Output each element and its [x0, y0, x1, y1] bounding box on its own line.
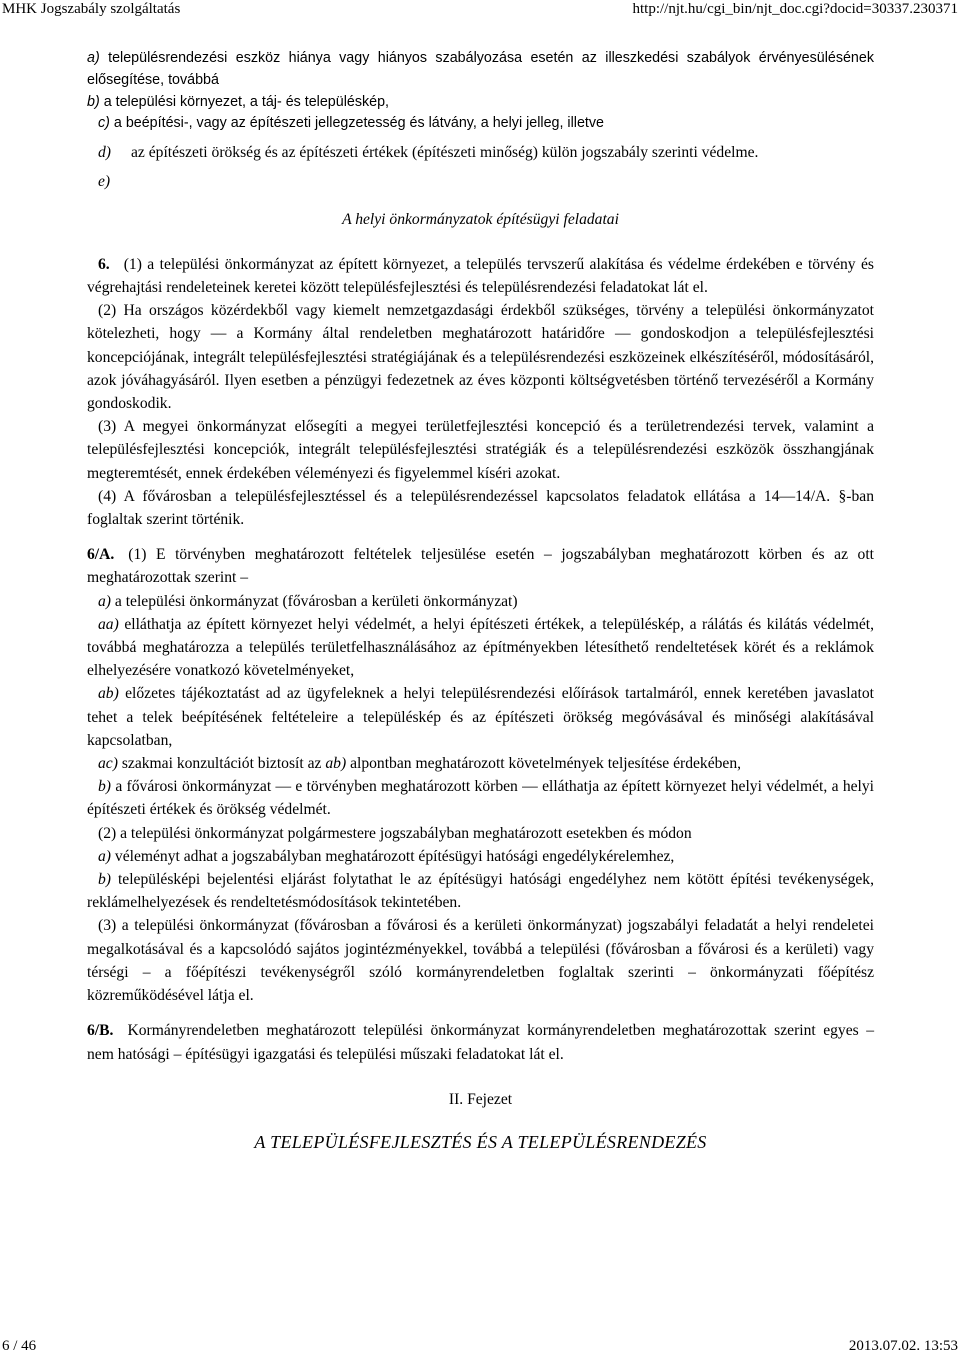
- sec6a-item-a-text: a települési önkormányzat (fővárosban a kerületi önkormányzat): [114, 592, 518, 610]
- sec6-para-1: [87, 253, 874, 299]
- list-item-d: [87, 141, 874, 164]
- section-heading: A helyi önkormányzatok építésügyi feladatai: [342, 210, 619, 228]
- list-item-c: [87, 113, 874, 135]
- chapter-heading: II. Fejezet: [448, 1090, 513, 1108]
- sec6b-number: 6/B.: [87, 1022, 114, 1040]
- sec6b-text: Kormányrendeletben meghatározott települési önkormányzat kormányrendeletben meghatározottak szerint egyes – nem hatósági – építésügyi igazgatási és települési műszaki feladatokat lát el.: [87, 1022, 874, 1063]
- sec6a-item-a-label: a): [98, 592, 111, 610]
- document-body: [87, 48, 874, 1154]
- list-label-d: d): [98, 144, 111, 162]
- list-label-e: e): [98, 173, 111, 191]
- sec6a-item-ac: [87, 752, 874, 775]
- sec6a-para-2: (2) a települési önkormányzat polgármestere jogszabályban meghatározott esetekben és módon: [98, 824, 692, 842]
- sec6a-para-2-item-b: [87, 868, 874, 914]
- sec6a-item-b-label: b): [98, 778, 111, 796]
- sec6a-para-2-item-a-label: a): [98, 847, 111, 865]
- sec6a-para-2-item-a: [87, 845, 874, 868]
- sec6a-para-2-item-b-text: településképi bejelentési eljárást folytathat le az építésügyi hatósági engedélyhez nem kötött építési tevékenységek, reklámelhelyezések és rendeltetésmódosítások tekintetében.: [87, 871, 874, 912]
- sec6a-item-ac-text-2: alpontban meghatározott követelmények teljesítése érdekében,: [350, 755, 742, 773]
- sec6a-item-ab: [87, 682, 874, 752]
- header-source: MHK Jogszabály szolgáltatás: [2, 1, 181, 17]
- sec6a-para-2-item-a-text: véleményt adhat a jogszabályban meghatározott építésügyi hatósági engedélykérelemhez,: [114, 847, 675, 865]
- list-text-c: a beépítési-, vagy az építészeti jellegzetesség és látvány, a helyi jelleg, illetve: [113, 115, 604, 132]
- sec6a-para-2-item-b-label: b): [98, 871, 111, 889]
- list-text-a: településrendezési eszköz hiánya vagy hiányos szabályozása esetén az illeszkedési szabályok érvényesülésének elősegítése, továbbá: [87, 50, 874, 88]
- sec6a-number: 6/A.: [87, 546, 115, 564]
- sec6a-item-ab-label: ab): [98, 685, 119, 703]
- header-url[interactable]: http://njt.hu/cgi_bin/njt_doc.cgi?docid=30337.230371: [632, 1, 958, 17]
- part-title: A TELEPÜLÉSFEJLESZTÉS ÉS A TELEPÜLÉSRENDEZÉS: [254, 1131, 707, 1152]
- list-text-b: a települési környezet, a táj- és településkép,: [103, 93, 390, 110]
- sec6a-item-ac-label: ac): [98, 755, 118, 773]
- sec6-para-4: (4) A fővárosban a településfejlesztéssel és a településrendezéssel kapcsolatos feladatok ellátása a 14—14/A. §-ban foglaltak szerint történik.: [87, 487, 874, 529]
- sec6a-para-1-text: (1) E törvényben meghatározott feltételek teljesülése esetén – jogszabályban meghatározott körben és az ott meghatározottak szerint –: [87, 546, 874, 587]
- sec6a-item-b: [87, 775, 874, 821]
- sec6a-item-aa-label: aa): [98, 615, 119, 633]
- footer-page-number: 6 / 46: [2, 1338, 37, 1354]
- list-label-a: a): [87, 50, 100, 66]
- sec6a-para-1: [87, 543, 874, 589]
- sec6a-item-b-text: a fővárosi önkormányzat — e törvényben meghatározott körben — elláthatja az épített környezet helyi védelmét, a helyi építészeti értékek és örökség védelmét.: [87, 778, 874, 819]
- sec6-para-2: (2) Ha országos közérdekből vagy kiemelt nemzetgazdasági érdekből szükséges, törvény a települési önkormányzatot kötelezheti, hogy — a Kormány által rendeletben meghatározott határidőre — gondoskodjon a településfejlesztési koncepciójának, integrált településfejlesztési stratégiájának és a településrendezési eszközeinek elkészítéséről, módosításáról, azok jóváhagyásáról. Ilyen esetben a pénzügyi fedezetnek az éves központi költségvetésben történő tervezéséről a Kormány gondoskodik.: [87, 302, 874, 413]
- sec6a-item-a: [87, 590, 874, 613]
- list-item-e: [87, 170, 874, 193]
- sec6-para-3: (3) A megyei önkormányzat elősegíti a megyei területfejlesztési koncepció és a területrendezési tervek, valamint a településfejlesztési koncepciók, integrált településfejlesztési stratégiák és a településrendezési eszközök összhangjának megteremtését, ennek érdekében véleményezi és figyelemmel kíséri azokat.: [87, 418, 874, 482]
- sec6a-item-ab-text: előzetes tájékoztatást ad az ügyfeleknek a helyi településrendezési előírások tartalmáról, ennek keretében javaslatot tehet a telek beépítésének feltételeire a településkép és az építészeti örökség megóvásával és minőségi alakításával kapcsolatban,: [87, 685, 874, 749]
- sec6b-para: [87, 1019, 874, 1065]
- sec6a-item-ac-text-1: szakmai konzultációt biztosít az: [121, 755, 322, 773]
- sec6a-item-aa-text: elláthatja az épített környezet helyi védelmét, a helyi építészeti értékek, a településkép, a rálátás és kilátás védelmét, továbbá meghatározza a település területfelhasználásához az építményekben létesíthető rendeltetések körét és a reklámok elhelyezésére vonatkozó követelményeket,: [87, 615, 874, 680]
- sec6a-item-aa: [87, 613, 874, 683]
- list-item-b: [87, 92, 874, 114]
- list-label-c: c): [98, 115, 110, 132]
- sec6a-item-ac-ref: ab): [325, 755, 347, 773]
- sec6-number: 6.: [98, 255, 110, 273]
- sec6-para-1-text: (1) a települési önkormányzat az épített környezet, a település tervszerű alakítása és védelme érdekében e törvény és végrehajtási rendeleteinek keretei között településfejlesztési és településrendezési feladatokat lát el.: [87, 255, 874, 296]
- list-item-a: [87, 48, 874, 92]
- sec6a-para-3: (3) a települési önkormányzat (fővárosban a fővárosi és a kerületi önkormányzat) jogszabályi feladatát a helyi rendeletei megalkotásával és a kapcsolódó sajátos jogintézményekkel, továbbá a települési (fővárosban a fővárosi és a kerületi) vagy térségi – a főépítészi tevékenységről szóló kormányrendeletben foglaltak szerinti – önkormányzati főépítész közreműködésével látja el.: [87, 917, 874, 1005]
- list-text-d: az építészeti örökség és az építészeti értékek (építészeti minőség) külön jogszabály szerinti védelme.: [131, 144, 759, 162]
- footer-datetime: 2013.07.02. 13:53: [848, 1338, 958, 1354]
- list-label-b: b): [87, 93, 100, 110]
